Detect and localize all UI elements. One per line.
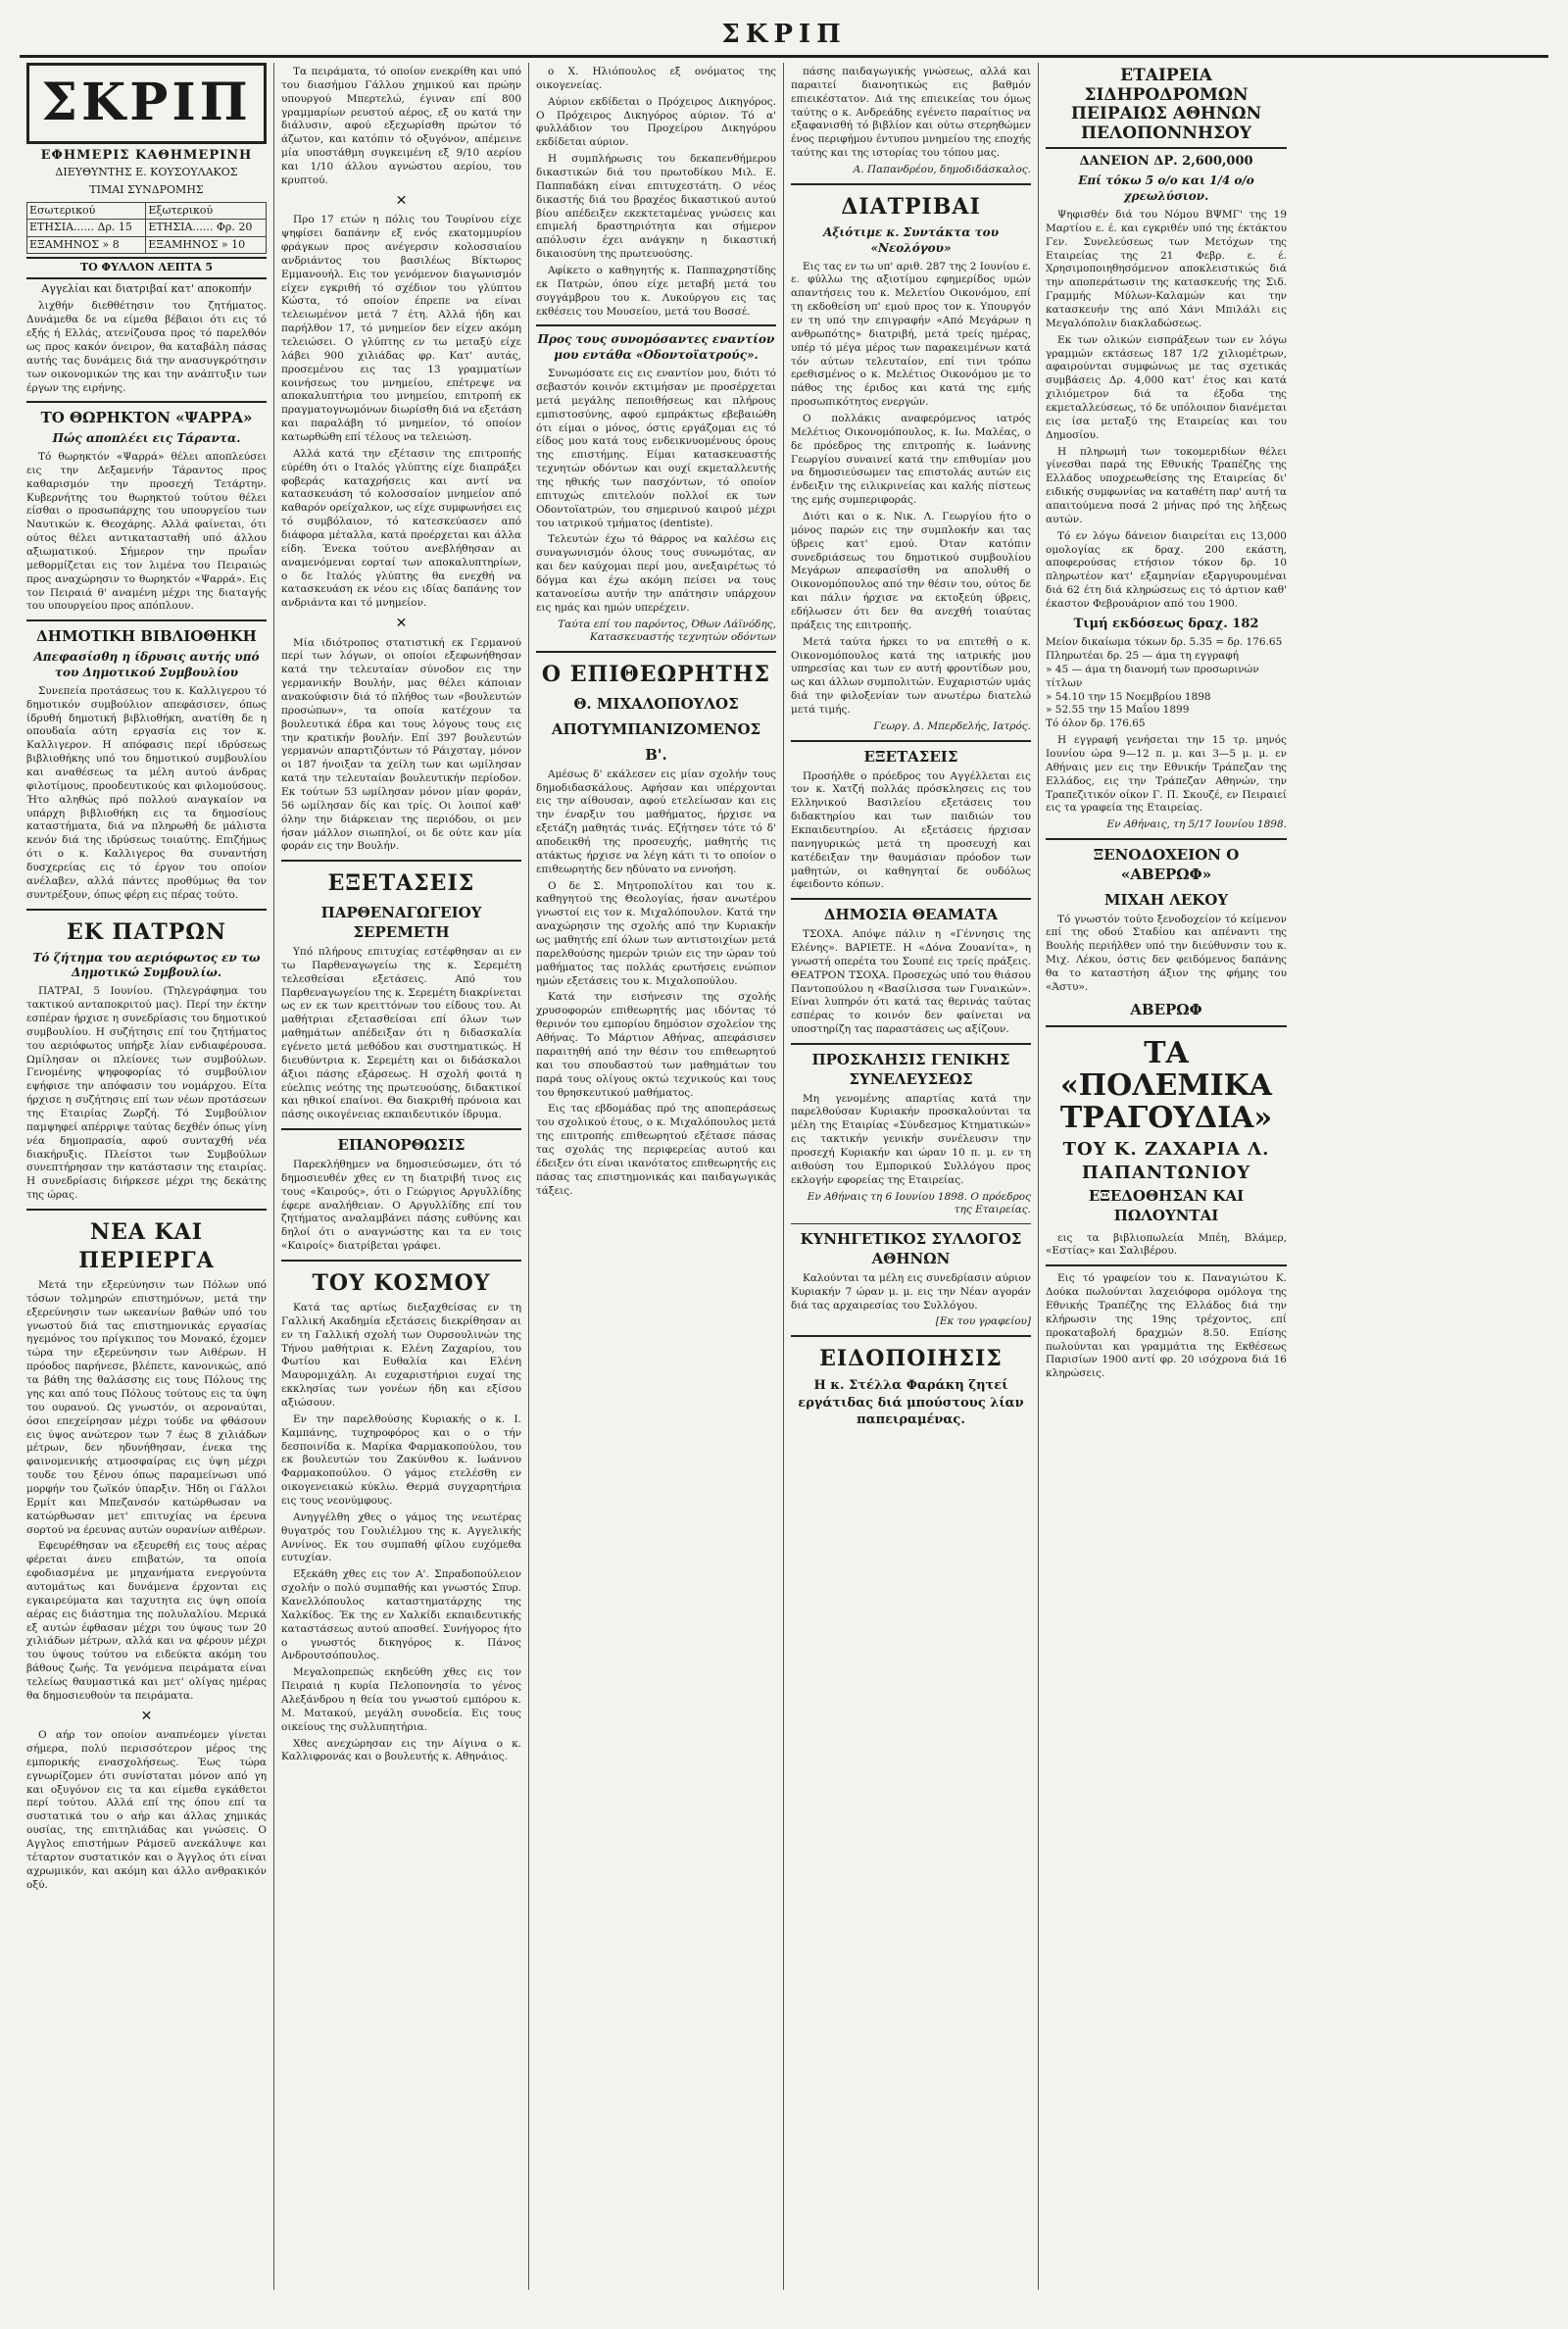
article-text: Αύριον εκδίδεται ο Πρόχειρος Δικηγόρος. Ο Πρόχειρος Δικηγόρος αύριον. Τό α' φυλλάδιον του Προχείρου Δικηγόρου εκδίδεται αύριον. (536, 95, 776, 149)
issue-price: ΤΟ ΦΥΛΛΟΝ ΛΕΠΤΑ 5 (26, 257, 267, 279)
article-text: Χθες ανεχώρησαν εις την Αίγινα ο κ. Καλλιφρονάς και ο βουλευτής κ. Αθηνάιος. (281, 1737, 521, 1763)
heading-exams-2: ΕΞΕΤΑΣΕΙΣ (863, 747, 958, 766)
article-text: Εις τό γραφείον του κ. Παναγιώτου Κ. Δούκα πωλούνται λαχειόφορα ομόλογα της Εθνικής Τραπέζης της Ελλάδος διά την κλήρωσιν της 19ης τρέχοντος, επί προκαταβολή δραχμών 8.50. Επίσης πωλούνται και γραμμάτια της Εκθέσεως Παρισίων 1900 αντί φρ. 20 ισόχρονα διά 16 κληρώσεις. (1046, 1272, 1287, 1380)
article-text: Τό εν λόγω δάνειον διαιρείται εις 13,000 ομολογίας εκ δραχ. 200 εκάστη, αποφερούσας ετήσιον τόκον δρ. 10 πληρωτέον κατ' εξαμηνίαν εξαργυρουμέναι διά 62 έτη διά κληρώσεως εις τό άρτιον καθ' έκαστον Φεβρουάριον από του 1900. (1046, 529, 1287, 611)
article-text: Μετά την εξερεύνησιν των Πόλων υπό τόσων τολμηρών επιστημόνων, μετά την εξερεύνησιν των ωκεανίων βαθών υπό του γνωστού διά τας επιστημονικάς εργασίας ηγεμόνος του πρίγκιπος του Μονακό, έχομεν τώρα την εξερεύνησιν των Αιθέρων. Η πρόοδος παρήνεσε, βλέπετε, κανονικώς, από τα βάθη της θαλάσσης εις τους Πόλους της γης και από τους Πόλους τούτους εις τα ύψη του ουρανού. Ως γνωστόν, οι αεροναύται, όσοι επεχείρησαν μέχρι τούδε να φθάσουν εις ύψος ανώτερον των 7 έως 8 χιλιάδων μέτρων, δεν ηδυνήθησαν, ένεκα της φαινομενικής ατμοσφαίρας εις ύψη μέχρι τουδε του ξένου όπως παραμείνωσι υπό μορφήν του ζωϊκόν ύπαρξιν. Ήδη οι Γάλλοι Ερμίτ και Μπεζανσόν κατώρθωσαν να κατώρθωσαν μετ' επιτυχίας να έρευνα σορτού να έρευνας αυτών ουρανίων αιθέρων. (26, 1279, 267, 1536)
subheading-patras: Τό ζήτημα του αεριόφωτος εν τω Δημοτικώ Συμβουλίω. (32, 950, 261, 980)
article-text: Προ 17 ετών η πόλις του Τουρίνου είχε ψηφίσει δαπάνην εξ ενός εκατομμυρίου φράγκων προς ανέγερσιν κολοσσιαίου ανδριάντος του βασιλέως Βίκτωρος Εμμανουήλ. Εις τον γενόμενον διαγωνισμόν είχεν εγκριθή τό σχέδιον του γλύπτου Κώστα, τό οποίον έπρεπε να είναι τελειωμένον μετά 7 έτη. Αλλά ήδη και παρήλθον 17, τό μνημείον δεν είχεν ακόμη τελειώσει. Ο γλύπτης εν τω μεταξύ είχε λάβει 900 χιλιάδας φρ. Κατ' αυτάς, προσεμένου εις τας 13 γραμματίων κοινήσεως του μνημείου, επέτρεψε να αποκαλυπτήρια του μνημείου, επιτροπή εκ πραγματογνωμόνων διωρίσθη διά να εξετάση και παραλάβη τό μνημείον, τό οποίον κατωρθώθη επί τέλους να τελειώση. (281, 214, 521, 443)
divider (791, 1335, 1031, 1337)
price-cell: ΕΤΗΣΙΑ...... Δρ. 15 (27, 220, 146, 237)
heading-hunting-club: ΚΥΝΗΓΕΤΙΚΟΣ ΣΥΛΛΟΓΟΣ ΑΘΗΝΩΝ (800, 1230, 1022, 1268)
signature: Ταύτα επί του παρόντος, Όθων Λάϊνόδης, Κατασκευαστής τεχνητών οδόντων (558, 618, 776, 644)
article-text: Εν την παρελθούσης Κυριακής ο κ. Ι. Καμπάνης, τυχηροφόρος και ο ο τήν δεσποινίδα κ. Μαρίκα Φαρμακοπούλου, του εκ βουλευτών του Ζακύνθου κ. Ιωάννου Φαρμακοπούλου. Ο γάμος ετελέσθη εν οικογενειακώ κύκλω. Θερμά συγχαρητήρια εις τους νεονύμφους. (281, 1412, 521, 1508)
heading-correction: ΕΠΑΝΟΡΘΩΣΙΣ (337, 1136, 466, 1155)
price-line: Πληρωτέαι δρ. 25 — άμα τη εγγραφή (1046, 649, 1240, 662)
divider (281, 860, 521, 862)
price-line: » 54.10 την 15 Νοεμβρίου 1898 (1046, 690, 1211, 703)
loan-rate: Επί τόκω 5 ο/ο και 1/4 ο/ο χρεωλύσιον. (1078, 173, 1254, 204)
price-cell: ΕΞΑΜΗΝΟΣ » 10 (146, 236, 267, 254)
article-text: Συνεπεία προτάσεως του κ. Καλλιγερου τό δημοτικόν συμβούλιον απεφάσισεν, όπως ίδρυθή δημοτική βιβλιοθήκη, ανατίθη δε η οπουδαία αύτη εργασία εις τον κ. Καλλιγερον. Η απόφασις περί ιδρύσεως βιβλιοθήκης υπό του δημοτικού συμβουλίου και αναθέσεως τα μέλη αυτού άνδρας φιλοτίμους, προοδευτικούς και φιλομούσους. Ήτο αληθώς πρό πολλού αναγκαίον να υπάρχη βιβλιοθήκη εις τα δημοσίους καταστήματα, διά να πληρωθή δε μάλιστα κενόν διά της ιδρύσεως τοιαύτης. Επιζήμως ότι ο κ. Καλλιγερος θα συναντήση δυσχερείας εις τό έργον του οποίον ανέλαβεν, αλλά πάντες προθύμως θα τον συντρέξουν, όπως φέρη εις πέρας τούτο. (26, 684, 267, 901)
article-text: Καλούνται τα μέλη εις συνεδρίασιν αύριον Κυριακήν 7 ώραν μ. μ. εις την Νέαν αγοράν διά τας αρχαιρεσίας του Συλλόγου. (791, 1271, 1031, 1312)
article-text: Η εγγραφή γενήσεται την 15 τρ. μηνός Ιουνίου ώρα 9—12 π. μ. και 3—5 μ. μ. εν Αθήναις μεν εις την Εθνικήν Τράπεζαν της Ελλάδος, εις την Τράπεζαν Αθηνών, την Τραπεζιτικόν οίκον Γ. Π. Σκουζέ, εν Πειραιεί εις τα γραφεία της Εταιρείας. (1046, 734, 1287, 815)
article-text: Τό θωρηκτόν «Ψαρρά» θέλει αποπλεύσει εις την Δεξαμενήν Τάραντος προς καθαρισμόν την προσεχή Τετάρτην. Κυβερνήτης του θωρηκτού τούτου θέλει είσθαι ο προσωπάρχης του υπουργείου των Ναυτικών κ. Θεοχάρης. Αλλά φαίνεται, ότι ούτος θέλει αντικατασταθή υπό άλλου αξιωματικού. Σήμερον την πρωΐαν μεθορμίζεται εις τον λιμένα του Πειραιώς προς αναχώρησιν το θωρηκτόν «Ψαρρά». Εις τον Πειραιά θ' αναμένη μέχρι της διαταγής του υπουργείου προς απόπλουν. (26, 451, 267, 613)
article-text: Εφευρέθησαν να εξευρεθή εις τους αέρας φέρεται άνευ επιβατών, τα οποία εφοδιασμένα με μηχανήματα ενεργούντα αυτομάτως και δυνάμενα έρχονται εις εγκαιρεύματα και ταχυτητα εις ύψη οποία αέρας εις διάστημα της πολυλαλίου. Μερικά εξ αυτών έφθασαν μέχρι του ύψους των 20 χιλιάδων μέτρων, αλλά και να φέρουν μέχρι του ύψους τούτου να ειδεύκτα ακόμη του βάθους ζωής. Τα γενόμενα πειράματα είναι τελείως θαυμαστικά και μετ' ολίγας ημέρας θα δημοσιευθούν τα πειράματα. (26, 1540, 267, 1702)
heading-dentists: Προς τους συνομόσαντες εναντίον μου εντάθα «Οδοντοϊατρούς». (537, 332, 775, 363)
article-text: Μετά ταύτα ήρκει το να επιτεθή ο κ. Οικονομόπουλος κατά της ιατρικής μου υπηρεσίας και των εν αυτή φροντίδων μου, ως και άλλων συμπολιτών. Ευχαριστών υμάς διά την φιλοξενίαν των ανωτέρω διατελώ μετά τιμής. (791, 635, 1031, 717)
article-text: Μία ιδιότροπος στατιστική εκ Γερμανού περί των λόγων, οι οποίοι εξεφωνήθησαν κατά την τελευταίαν σύνοδον εις την γερμανικήν Βουλήν, μας θέλει κάποιαν ανακούφισιν διά τό πλήθος των «βουλευτών προσώπων», τα οποία κατέχουν τα βουλευτικά έδρα και τους λόγους τους εις την κρατικήν βουλήν. Επί 397 βουλευτών γερμανών απαρτιζόντων τό Ράιχσταγ, μόνον οι 187 ήνοιξαν τα χείλη των και ωμίλησαν κατά την τελευταίαν βουλευτικήν περίοδον. Εκ τούτων 53 ωμίλησαν μόνον μίαν φοράν, 56 ωμίλησαν δίς και τρίς. Οι λοιποί καθ' όλην την διάρκειαν της περιόδου, οι μεν ήσαν μάλλον σιωπηλοί, οι δε ούτε καν μία φοράν εις την Βουλήν. (281, 636, 521, 853)
article-text: Διότι και ο κ. Νικ. Λ. Γεωργίου ήτο ο μόνος παρών εις την συμπλοκήν και τας ύβρεις κατ' εμού. Όταν κατόπιν συνεδριάσεως του δημοτικού συμβουλίου Μεγάρων απεφασίσθη να απολυθή ο Οικονομόπουλος από την θέσιν του, ούτος δε και πάλιν ήρχισε να εκτοξεύη ύβρεις, εδήλωσεν ότι δεν θα ανεχθή τοιαύτας πράξεις της επιτροπής. (791, 511, 1031, 631)
subheading-exams: ΠΑΡΘΕΝΑΓΩΓΕΙΟΥ ΣΕΡΕΜΕΤΗ (320, 904, 482, 942)
signature: Α. Παπανδρέου, δημοδιδάσκαλος. (853, 164, 1031, 176)
article-text: Εξεκάθη χθες εις τον Α'. Σπραδοπούλειον σχολήν ο πολύ συμπαθής και γνωστός Σπυρ. Κανελλόπουλος καταστηματάρχης της Χαλκίδος. Έκ της εν Χαλκίδι εκπαιδευτικής καταστάσεως αυτού αποσθεί. Συνήγορος ήτο ο γνωστός δικηγόρος κ. Πάνος Ανδρουτσόπουλος. (281, 1568, 521, 1662)
article-text: Ο δε Σ. Μητροπολίτου και του κ. καθηγητού της Θεολογίας, ήσαν ανωτέρου γνωστοί εις τον κ. Μιχαλόπουλον. Κατά την αναχώρησιν της σχολής από την Κυριακήν ως μαθητής επί όλων των αντιστοιχίων μετά παρελθούσης ημερών τριών εις την ώραν τού μαθήματος τας πολλάς ερωτήσεις ενώπιον ημών εξετάσεις του κ. Μιχαλοπούλου. (536, 879, 776, 987)
article-text: Ο πολλάκις αναφερόμενος ιατρός Μελέτιος Οικονομόπουλος, κ. Ιω. Μαλέας, ο δε πρόεδρος της επιτροπής κ. Ιωάννης Γεωργίου συναινεί κατά την επιθυμίαν μου να δημοσιεύσωμεν τας επιστολάς αυτών εις ένδειξιν της ειλικρινείας και καλής πίστεως της εμής συμπεριφοράς. (791, 413, 1031, 507)
divider (26, 401, 267, 403)
article-text: Αμέσως δ' εκάλεσεν εις μίαν σχολήν τους δημοδιδασκάλους. Αφήσαν και υπέρχονται εις την αίθουσαν, αφού ετελείωσαν και εις την έναρξιν του μαθήματος, ήρχισε να εξετάζη μαθητάς τινάς. Εζήτησεν τότε τό δ' αποδεικθή της προσευχής, μαθητής τις ατάκτως ήρχισε να λέγη κάτι τι το οποίον ο επιθεωρητής δεν ηδύνατο να εννοήση. (536, 768, 776, 875)
price-line: » 52.55 την 15 Μαΐου 1899 (1046, 704, 1190, 717)
article-text: Προσήλθε ο πρόεδρος του Αγγέλλεται εις τον κ. Χατζή πολλάς πρόσκλησεις εις του Ελληνικού Βασιλείου εξετάσεις του διδακτηρίου και των παιδιών του Εκπαιδευτηρίου. Αι εξετάσεις ήρχισαν πανηγυρικώς μετά τη προσευχή και κατέδειξαν την θαυμάσιαν πρόοδον των μαθητών, οι καθηγηταί δε ουδόλως έφειδοντο κόπων. (791, 769, 1031, 891)
article-text: Μη γενομένης απαρτίας κατά την παρελθούσαν Κυριακήν προσκαλούνται τα μέλη της Εταιρίας «Σύνδεσμος Κτηματικών» εις τακτικήν γενικήν συνέλευσιν την προσεχή Κυριακήν και ώραν 10 π. μ. εν τη αιθούση του Εμπορικού Συλλόγου προς εκλογήν εφορείας της Εταιρείας. (791, 1092, 1031, 1186)
article-text: Η πληρωμή των τοκομεριδίων θέλει γίνεσθαι παρά της Εθνικής Τραπέζης της Ελλάδος υποχρεωθείσης της Εταιρείας δι' ειδικής συμφωνίας να καταθέτη παρ' αυτή τα απαιτούμενα ποσά 2 μήνας πρό της λήξεως αυτών. (1046, 445, 1287, 525)
heading-theatres: ΔΗΜΟΣΙΑ ΘΕΑΜΑΤΑ (823, 906, 999, 924)
article-text: Κατά τας αρτίως διεξαχθείσας εν τη Γαλλική Ακαδημία εξετάσεις διεκρίθησαν αι εν τη Γαλλική σχολή των Ουρσουλινών της Τήνου μαθήτριαι κ. Ελένη Ζαχαρίου, του Φωτίου και Ευθαλία και Ελένη Μαυρομιχάλη. Αι ευχαριστήριοι ευχαί της εκκλησίας των γονέων ήδη και εξίσου αξιώσουν. (281, 1301, 521, 1409)
price-cell: ΕΞΑΜΗΝΟΣ » 8 (27, 236, 146, 254)
prices-title: ΤΙΜΑΙ ΣΥΝΔΡΟΜΗΣ (89, 183, 204, 197)
article-text: Εις τας εβδομάδας πρό της αποπεράσεως του σχολικού έτους, ο κ. Μιχαλόπουλος μετά της επιτροπής επιθεωρητού εξέτασε πάσας τας σχολάς της περιφερείας αυτού και έδειξεν ότι είναι ικανότατος επιθεωρητής εις πάσας τας επιστημονικάς και παιδαγωγικάς τάξεις. (536, 1103, 776, 1197)
newspaper-page (20, 20, 1548, 2290)
inspector-name: Θ. ΜΙΧΑΛΟΠΟΥΛΟΣ (573, 695, 739, 714)
subheading-psara: Πώς απoπλέει εις Τάραντα. (52, 431, 241, 446)
article-text: Τα πειράματα, τό οποίον ενεκρίθη και υπό του διασήμου Γάλλου χημικού και πρώην υπουργού Μπερτελώ, έγιναν επί 800 γραμμαρίων ρευστού αέρος, εξ ου κατά την διάλυσιν, αφού εξεχωρίσθη πρώτον τό άζωτον, και κατόπιν τό οξυγόνον, απέμεινε μία υποστάθμη συγκειμένη εξ 9/10 αερίου και 1/10 άλλου αγνώστου αερίου, του κρυπτού. (281, 66, 521, 186)
heading-notice: ΕΙΔΟΠΟΙΗΣΙΣ (819, 1346, 1003, 1372)
section-cross-icon: ✕ (395, 192, 408, 209)
signature: Γεωργ. Δ. Μπερδελής, Ιατρός. (873, 719, 1031, 732)
divider (791, 740, 1031, 742)
article-text: εις τα βιβλιοπωλεία Μπέη, Βλάμερ, «Εστίας» και Σαλιβέρου. (1046, 1231, 1287, 1258)
heading-inspector: Ο ΕΠΙΘΕΩΡΗΤΗΣ (541, 662, 771, 688)
notice-text: Η κ. Στέλλα Φαράκη ζητεί εργάτιδας διά μπούστους λίαν παπειραμένας. (798, 1378, 1024, 1427)
ad-title: ΤΑ «ΠΟΛΕΜΙΚΑ ΤΡΑΓΟΥΔΙΑ» (1059, 1036, 1273, 1136)
divider (536, 324, 776, 326)
article-text: Συνωμόσατε εις εις εναντίον μου, διότι τό σεβαστόν κοινόν εκτιμήσαν με προσέρχεται μετά μεγάλης πεποιθήσεως και πλήρους εμπιστοσύνης, αφού εμπράκτως εβεβαιώθη ότι είμαι ο μόνος, όστις εργάζομαι εις τό είδος μου κατά τους ενδεικνυομένους όρους της επιστήμης. Είμαι κατασκευαστής τεχνητών οδόντων και ουχί εκμεταλλευτής της ηθικής των πασχόντων, τό οποίον επιτυχώς επιτελούν πολλοί εκ των Οδοντοϊατρών, του σημερινού καιρού μέχρι του ιατρικού τμήματος (dentiste). (536, 368, 776, 529)
divider (1046, 1025, 1287, 1027)
column-3 (529, 63, 784, 2290)
price-line: » 45 — άμα τη διανομή των προσωρινών τίτλων (1046, 663, 1259, 689)
subheading-diatribes: Αξιότιμε κ. Συντάκτα του «Νεολόγου» (822, 224, 1000, 255)
article-text: Παρεκλήθημεν να δημοσιεύσωμεν, ότι τό δημοσιευθέν χθες εν τη διατριβή τινος εις τους «Καιρούς», ότι ο Γεώργιος Αργυλλίδης έφερε αναλήθειαν. Ο Αργυλλίδης επί του ζητήματος αναλαμβάνει πάσης ευθύνης και δηλοί ότι ο αναγνώστης και τα εν τοις «Καιροίς» διατρίβεται γράφει. (281, 1158, 521, 1253)
section-cross-icon: ✕ (140, 1708, 153, 1724)
heading-psara: ΤΟ ΘΩΡΗΚΤΟΝ «ΨΑΡΡΑ» (40, 409, 253, 427)
signature: [Εκ του γραφείου] (935, 1315, 1031, 1328)
issue-price-head: Τιμή εκδόσεως δραχ. 182 (1073, 616, 1259, 631)
column-5 (1039, 63, 1294, 2290)
article-text: ΤΣΟΧΑ. Απόψε πάλιν η «Γέννησις της Ελένης». ΒΑΡΙΕΤΕ. Η «Δόνα Ζουανίτα», η γνωστή οπερέτα του Σουπέ εις τρείς πράξεις. ΘΕΑΤΡΟΝ ΤΣΟΧΑ. Προσεχώς υπό του θιάσου Παντοπούλου η «Βασίλισσα των Γυναικών». Είναι λυπηρόν ότι κατά τας θερινάς ταύτας εσπέρας το κοινόν δεν φαίνεται να υποστηρίζη τας παραστάσεις ως αξίζουν. (791, 928, 1031, 1036)
price-cell: ΕΤΗΣΙΑ...... Φρ. 20 (146, 220, 267, 237)
hotel-heading: ΞΕΝΟΔΟΧΕΙΟΝ Ο «ΑΒΕΡΩΦ» (1093, 846, 1240, 883)
article-text: Μεγαλοπρεπώς εκηδεύθη χθες εις τον Πειραιά η κυρία Πελοπονησία το γένος Αλεξάνδρου η θεία του γνωστού εμπόρου κ. Μ. Ματακού, μεγάλη συνοδεία. Εις τους οικείους της συλλυπητήρια. (281, 1666, 521, 1733)
prices-table (26, 202, 267, 255)
signature: Εν Αθήναις τη 6 Ιουνίου 1898. Ο πρόεδρος της Εταιρείας. (807, 1190, 1031, 1216)
heading-library: ΔΗΜΟΤΙΚΗ ΒΙΒΛΙΟΘΗΚΗ (36, 627, 257, 646)
heading-world: ΤΟΥ ΚΟΣΜΟΥ (312, 1269, 491, 1296)
article-text: ΠΑΤΡΑΙ, 5 Ιουνίου. (Τηλεγράφημα του τακτικού ανταποκριτού μας). Περί την έκτην εσπέραν ήρχισε η συνεδρίασις του δημοτικού συμβουλίου. Η συζήτησις επί του ζητήματος του αεριόφωτος υπήρξε λίαν ενδιαφέρουσα. Ωμίλησαν οι πλείονες των συμβούλων. Γενομένης ψηφοφορίας τό συμβούλιον εψήφισε την απόφασιν του νομάρχου. Είτα ήρχισε η συζήτησις επί των νέων προτάσεων της Εταιρίας Ζωρζή. Τό Συμβούλιον παμψηφεί απέρριψε ταύτας δεχθέν όπως γίνη νέα δημοπρασία, αφού συνταχθή νέα διακήρυξις. Πλείστοι των Συμβούλων συνεπτήρησαν την κατάστασιν της εταιρίας. Η συνεδρίασις διήρκεσε μέχρι της δεκάτης της ώρας. (26, 985, 267, 1202)
masthead-director: ΔΙΕΥΘΥΝΤΗΣ Ε. ΚΟΥΣΟΥΛΑΚΟΣ (55, 165, 238, 178)
hotel-owner: ΜΙΧΑΗ ΛΕΚΟΥ (1103, 890, 1229, 909)
signature: Εν Αθήναις, τη 5/17 Ιουνίου 1898. (1106, 818, 1287, 831)
columns (20, 63, 1548, 2290)
article-text: Τό γνωστόν τούτο ξενοδοχείον τό κείμενον επί της οδού Σταδίου και απέναντι της Βουλής περιήλθεν υπό την διεύθυνσιν του κ. Μιχ. Λέκου, όστις δεν φειδόμενος δαπάνης θα το καταστήση άξιον της φήμης του «Άστυ». (1046, 913, 1287, 993)
column-1 (20, 63, 274, 2290)
divider (791, 1223, 1031, 1224)
article-text: Ο αήρ τον οποίον αναπνέομεν γίνεται σήμερα, πολύ περισσότερον μέρος της εμπορικής ενασχολήσεως. Έως τώρα εγνωρίζομεν ότι συνίσταται μόνον από γη και οξυγόνον εις τα και είμεθα εγκάθετοι περί τούτου. Αλλά επί της όπου επί τα συστατικά του ο αήρ και άλλας χημικάς ουσίας, της επιτηλιάδας και γνώσεις. Ο Αγγλος επιστήμων Ράμσεϋ ανεκάλυψε και τέταρτον συστατικόν και ο Άγγλος ότι είναι αχρωμικόν, και ακόμη και άλλο ανθρακικόν οξύ. (26, 1729, 267, 1891)
column-4 (784, 63, 1039, 2290)
article-text: Ανηγγέλθη χθες ο γάμος της νεωτέρας θυγατρός του Γουλιέλμου της κ. Αγγελικής Αννίνος. Εκ του συμπαθή φίλου ευχόμεθα ευτυχίαν. (281, 1511, 521, 1564)
divider (26, 1209, 267, 1211)
article-text: πάσης παιδαγωγικής γνώσεως, αλλά και παραιτεί διανοητικώς εις βαθμόν επιεικέστατον. Διά της επιεικείας του όμως ταύτης ο κ. Ανδρεάδης εγένετο παραίτιος να εξαφανισθή τό βιβλίον και ούτω στερηθώμεν ένος περιφήμου έντυπου μνημείου της εποχής ταύτης και της ιστορίας του τόπου μας. (791, 66, 1031, 160)
prices-head-domestic: Εσωτερικού (27, 202, 146, 220)
price-line: Μείον δικαίωμα τόκων δρ. 5.35 = δρ. 176.65 (1046, 636, 1283, 649)
hotel-name: ΑΒΕΡΩΦ (1130, 1000, 1202, 1018)
section-cross-icon: ✕ (395, 616, 408, 632)
article-text: ο Χ. Ηλιόπουλος εξ ονόματος της οικογενείας. (536, 66, 776, 91)
article-text: Η συμπλήρωσις του δεκαπενθήμερου δικαστικών διά του πρωτοδίκου Μιλ. Ε. Παππαδάκη είναι επιτυχεστάτη. Ο νέος δικαστής διά του βραχέος δικαστικού αυτού βίου απέδειξεν εκεκτεταμένας γνώσεις και επιμελή δραστηριότητα και σήμερον απόλυσιν έχει ανάγκην η δικαστική δικαιοσύνη της πρωτευούσης. (536, 153, 776, 261)
divider (536, 651, 776, 653)
heading-news: ΝΕΑ ΚΑΙ ΠΕΡΙΕΡΓΑ (78, 1218, 215, 1274)
divider (791, 183, 1031, 185)
masthead: ΣΚΡΙΠ (26, 63, 267, 144)
article-text: Εις τας εν τω υπ' αριθ. 287 της 2 Ιουνίου ε. ε. φύλλω της αξιοτίμου εφημερίδος υμών απαντήσεις του κ. Μελετίου Οικονόμου, επί τη εκδοθείση υπ' εμού προς τον κ. Υπουργόν εν τη υπό την επιγραφήν «Από Μεγάρων η ανθρωπότης» διατριβή, μετά τρείς ημέρας, υπέρ τό μέγα μέρος των παρακειμένων κατά τόν αύτων τελευταίον, επί τινι τρόπω ερεθισμένος ο κ. Μελέτιος Οικονόμου με το πάθος της έριδος και κατά της εμής προσωπικότητος ενεργών. (791, 260, 1031, 409)
railway-title: ΕΤΑΙΡΕΙΑ ΣΙΔΗΡΟΔΡΟΜΩΝ ΠΕΙΡΑΙΩΣ ΑΘΗΝΩΝ ΠΕΛΟΠΟΝΝΗΣΟΥ (1046, 67, 1287, 149)
loan-amount: ΔΑΝΕΙΟΝ ΔΡ. 2,600,000 (1079, 154, 1253, 170)
divider (1046, 1264, 1287, 1266)
page-header: ΣΚΡΙΠ (20, 20, 1548, 58)
article-text: Ψηφισθέν διά του Νόμου ΒΨΜΓ' της 19 Μαρτίου ε. έ. και εγκριθέν υπό της έκτάκτου Γεν. Συνελεύσεως των Μετόχων της Εταιρείας της 21 Φεβρ. ε. έ. Χρησιμοποιηθησόμενον αποκλειστικώς διά την αποπεράτωσιν της κατασκευής της Σιδ. Γραμμής Μύλων-Καλαμών και την κατασκευήν της από Χάνι Μπιλάλι εις Μεγαλόπολιν διακλαδώσεως. (1046, 209, 1287, 329)
price-total: Τό όλον δρ. 176.65 (1046, 718, 1146, 730)
divider (1046, 838, 1287, 840)
article-text: λιχθήν διεθθέτησιν του ζητήματος. Δυνάμεθα δε να είμεθα βέβαιοι ότι εις τό εξής ή Ελλάς, ατενίζουσα προς τό παρελθόν ως προς κακόν όνειρον, θα καταβάλη πάσας αυτής τας δυνάμεις διά την ανασυγκρότησιν των οικονομικών της και την ανάπτυξιν των έργων της ειρήνης. (26, 300, 267, 394)
divider (791, 898, 1031, 900)
masthead-subtitle: ΕΦΗΜΕΡΙΣ ΚΑΘΗΜΕΡΙΝΗ (40, 147, 253, 163)
article-text: Εκ των ολικών εισπράξεων των εν λόγω γραμμών εκτάσεως 187 1/2 χιλιομέτρων, αφαιρούνται συμφώνως με τας σχετικάς συμβάσεις Δρ. 4,000 κατ' έτος και κατά χιλιόμετρον διά τα έξοδα της εκμεταλλεύσεως, τό δε υπόλοιπον διανέμεται εις ίσα μεταξύ της Εταιρείας και του Δημοσίου. (1046, 333, 1287, 441)
ads-line: Αγγελίαι και διατριβαί κατ' αποκοπήν (41, 281, 252, 295)
ad-subtitle: ΕΞΕΔΟΘΗΣΑΝ ΚΑΙ ΠΩΛΟΥΝΤΑΙ (1088, 1186, 1245, 1224)
article-text: Τελευτών έχω τό θάρρος να καλέσω εις συναγωνισμόν όλους τους συνωμότας, αν και δεν καύχομαι περί μου, ανεξαιρέτως τό δόγμα και έχω ακόμη πείσει να τους κατανοείσω αυτήν την απάτησιν υπάρχουν εις ημάς και ημών υπερέχειν. (536, 533, 776, 614)
heading-meeting: ΠΡΟΣΚΛΗΣΙΣ ΓΕΝΙΚΗΣ ΣΥΝΕΛΕΥΣΕΩΣ (811, 1050, 1010, 1088)
heading-diatribes: ΔΙΑΤΡΙΒΑΙ (841, 193, 981, 220)
article-text: Κατά την εισήνεσιν της σχολής χρυσοφορών επιθεωρητής μας ιδόντας τό θερινόν του εμπορίου δημόσιον σχολείον της Αθήνας. Το Μάρτιον Αθήνας, απεφάσισεν παραιτηθή από την θέσιν του επιθεωρητού και του σπουδαστού των μαθημάτων του παρά τους ολίγους οκτώ τεχνικούς και τους του θρησκευτικού μαθήματος. (536, 991, 776, 1099)
heading-patras: ΕΚ ΠΑΤΡΩΝ (67, 918, 226, 945)
article-text: Αφίκετο ο καθηγητής κ. Παππαχρηστίδης εκ Πατρών, όπου είχε μεταβή μετά του συγγάμβρου του κ. Λυκούργου εις τας εκθέσεις του Μουσείου, μετά του Βοσσέ. (536, 265, 776, 318)
article-text: Υπό πλήρους επιτυχίας εστέφθησαν αι εν τω Παρθεναγωγείω της κ. Σερεμέτη τελεσθείσαι εξετάσεις. Από του Παρθεναγωγείου της κ. Σερεμέτη διακρίνεται ως εν εκ των κρειττόνων του είδους του. Αι μαθήτριαι εξετασθείσαι επί όλων των μαθημάτων απέδειξαν ότι η διδασκαλία εγένετο μετά μεθόδου και συστηματικώς. Η διευθύντρια κ. Σερεμέτη και οι διδάσκαλοι άξιοι πάσης εξάρσεως. Η σχολή φοιτά η εύελπις νεότης της πρωτευούσης, διδακτικοί και ηθικοί επαίνοι. Θα διακριθή πρόνοια και πάσης οικογένειας εκπαιδευτικόν ίδρυμα. (281, 945, 521, 1121)
subheading-library: Απεφασίσθη η ίδρυσις αυτής υπό του Δημοτικού Συμβουλίου (33, 650, 260, 679)
ad-author: ΤΟΥ Κ. ΖΑΧΑΡΙΑ Λ. ΠΑΠΑΝΤΩΝΙΟΥ (1062, 1139, 1270, 1184)
inspector-part: Β'. (645, 745, 667, 764)
divider (281, 1128, 521, 1130)
divider (791, 1043, 1031, 1045)
column-2 (274, 63, 529, 2290)
prices-head-foreign: Εξωτερικού (146, 202, 267, 220)
divider (26, 619, 267, 621)
heading-exams: ΕΞΕΤΑΣΕΙΣ (327, 870, 475, 897)
divider (281, 1260, 521, 1262)
divider (26, 909, 267, 911)
inspector-subtitle: ΑΠΟΤΥΜΠΑΝΙΖΟΜΕΝΟΣ (551, 720, 761, 739)
article-text: Αλλά κατά την εξέτασιν της επιτροπής εύρέθη ότι ο Ιταλός γλύπτης είχε διαπράξει φοβεράς καταχρήσεις και αντί να κατασκευάση τό κολοσσαίον μνημείον από καθαρόν ορείχαλκον, ως είχε συμφωνήσει εις τό συμβόλαιον, τό κατεσκεύασεν από διάφορα μέταλλα, κατά προέρχεται και άλλα είδη. Ένεκα τούτου ανεβλήθησαν αι αναμενόμεναι εορταί των αποκαλυπτηρίων, ο δε Ιταλός γλύπτης θα ενεχθή να κατασκευάση εκ νέου εις ιδίας δαπάνης τον ανδριάντα και τό μνημείον. (281, 447, 521, 610)
